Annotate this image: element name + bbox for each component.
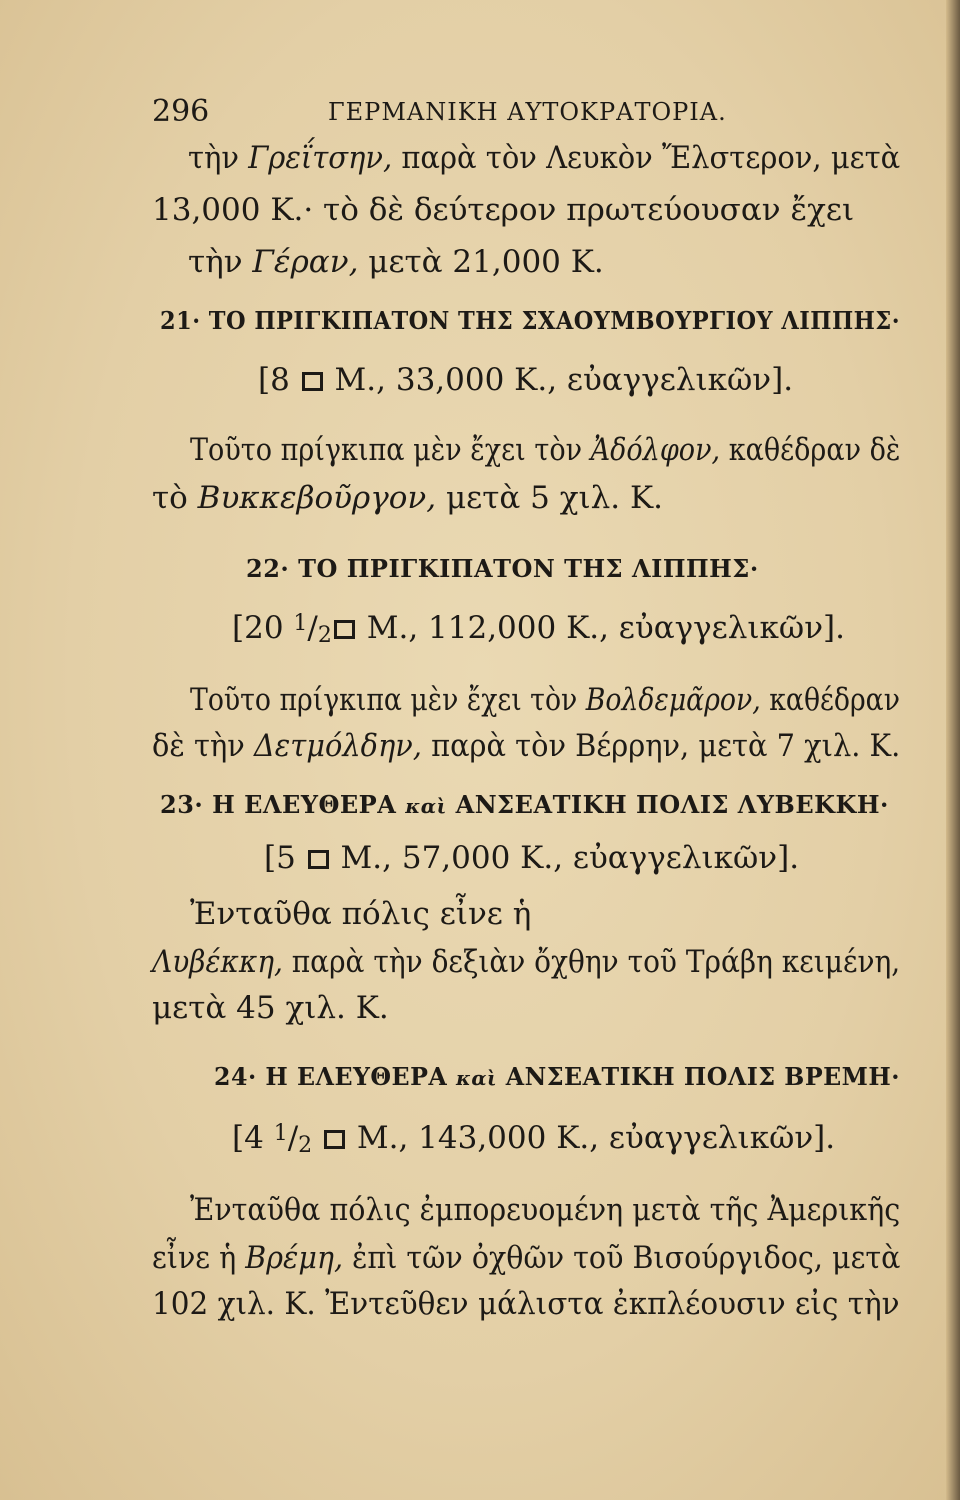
page-number: 296	[152, 94, 210, 129]
square-symbol-icon	[308, 850, 329, 869]
text-line: Τοῦτο πρίγκιπα μὲν ἔχει τὸν Ἀδόλφον, καθέδραν δὲ	[190, 432, 901, 468]
section-stats-22: [20 $^1$/2 Μ., 112,000 Κ., εὐαγγελικῶν].	[232, 610, 845, 648]
section-stats-23: [5 Μ., 57,000 Κ., εὐαγγελικῶν].	[264, 840, 800, 876]
text-line: τὴν Γρεΐτσην, παρὰ τὸν Λευκὸν Ἔλστερον, μετὰ	[188, 140, 901, 176]
text-line: μετὰ 45 χιλ. Κ.	[152, 990, 389, 1026]
text-line: τὴν Γέραν, μετὰ 21,000 Κ.	[188, 244, 604, 280]
text-line: Λυβέκκη, παρὰ τὴν δεξιὰν ὄχθην τοῦ Τράβη κειμένη,	[152, 944, 901, 980]
text-line: Τοῦτο πρίγκιπα μὲν ἔχει τὸν Βολδεμᾶρον, καθέδραν	[190, 682, 900, 718]
section-heading-24: 24· Η ΕΛΕΥΘΕΡΑ καὶ ΑΝΣΕΑΤΙΚΗ ΠΟΛΙΣ ΒΡΕΜΗ·	[214, 1062, 901, 1091]
section-stats-21: [8 Μ., 33,000 Κ., εὐαγγελικῶν].	[258, 362, 794, 398]
text-line: 13,000 Κ.· τὸ δὲ δεύτερον πρωτεύουσαν ἔχει	[152, 192, 855, 228]
text-line: δὲ τὴν Δετμόλδην, παρὰ τὸν Βέρρην, μετὰ 7 χιλ. Κ.	[152, 728, 901, 764]
section-heading-22: 22· ΤΟ ΠΡΙΓΚΙΠΑΤΟΝ ΤΗΣ ΛΙΠΠΗΣ·	[246, 554, 759, 583]
page-edge	[946, 0, 960, 1500]
square-symbol-icon	[334, 620, 355, 639]
text-line: Ἐνταῦθα πόλις ἐμπορευομένη μετὰ τῆς Ἀμερικῆς	[190, 1192, 901, 1228]
square-symbol-icon	[324, 1130, 345, 1149]
square-symbol-icon	[302, 372, 323, 391]
text-line: Ἐνταῦθα πόλις εἶνε ἡ	[190, 896, 532, 932]
text-line: εἶνε ἡ Βρέμη, ἐπὶ τῶν ὀχθῶν τοῦ Βισούργιδος, μετὰ	[152, 1240, 901, 1276]
section-stats-24: [4 $^1$/2 Μ., 143,000 Κ., εὐαγγελικῶν].	[232, 1120, 836, 1158]
section-heading-23: 23· Η ΕΛΕΥΘΕΡΑ καὶ ΑΝΣΕΑΤΙΚΗ ΠΟΛΙΣ ΛΥΒΕΚΚΗ·	[160, 790, 889, 819]
running-title: ΓΕΡΜΑΝΙΚΗ ΑΥΤΟΚΡΑΤΟΡΙΑ.	[328, 98, 727, 126]
text-line: τὸ Βυκκεβοῦργον, μετὰ 5 χιλ. Κ.	[152, 480, 664, 516]
section-heading-21: 21· ΤΟ ΠΡΙΓΚΙΠΑΤΟΝ ΤΗΣ ΣΧΑΟΥΜΒΟΥΡΓΙΟΥ ΛΙΠΠΗΣ·	[160, 306, 901, 335]
text-line: 102 χιλ. Κ. Ἐντεῦθεν μάλιστα ἐκπλέουσιν εἰς τὴν	[152, 1286, 900, 1322]
